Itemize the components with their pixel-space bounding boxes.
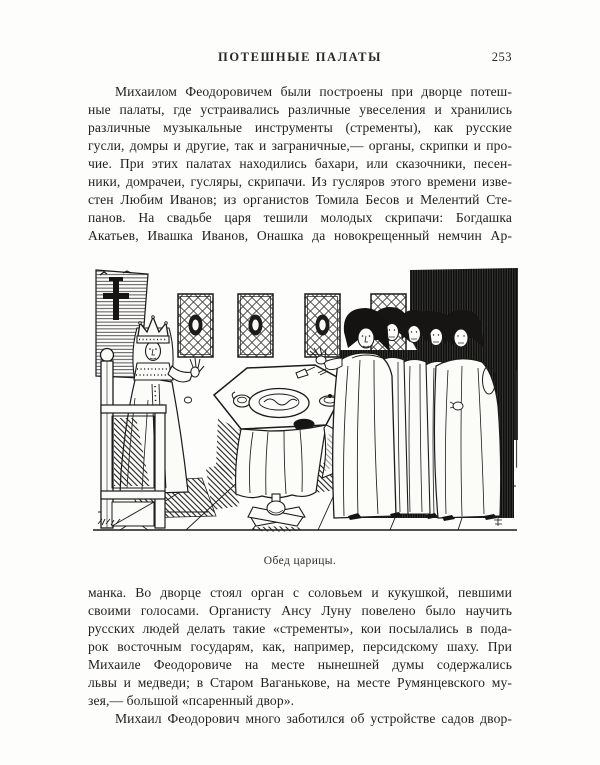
- illustration-caption: Обед царицы.: [263, 555, 337, 567]
- text-line: ные палаты, где устраивались различные увеселения и хранились: [88, 102, 512, 117]
- woodcut-engraving: [90, 266, 520, 538]
- illustration-obed-tsaritsy: [90, 266, 520, 538]
- text-line: манка. Во дворце стоял орган с соловьем и кукушкой, певшими: [88, 585, 512, 600]
- text-line: львы и медведи; в Старом Ваганькове, на месте Румянцевского му-: [88, 675, 512, 690]
- text-line: Акатьев, Ивашка Иванов, Онашка да новокрещенный немчин Ар-: [88, 228, 512, 243]
- paragraph-1: [88, 83, 512, 245]
- running-header: ПОТЕШНЫЕ ПАЛАТЫ: [218, 50, 382, 64]
- text-line: Михаилом Феодоровичем были построены при дворце потеш-: [115, 84, 512, 99]
- text-line: панов. На свадьбе царя тешили молодых скрипачи: Богдашка: [88, 210, 512, 225]
- text-line: Михаил Феодорович много заботился об устройстве садов двор-: [115, 711, 512, 726]
- text-line: ники, домрачеи, гусляры, скрипачи. Из гусляров этого времени изве-: [88, 174, 512, 189]
- text-line: чие. При этих палатах находились бахари, или сказочники, песен-: [88, 156, 512, 171]
- text-line: различные музыкальные инструменты (стременты), как русские: [88, 120, 512, 135]
- text-line: гусли, домры и другие, так и заграничные,— органы, скрипки и про-: [88, 138, 512, 153]
- text-line: зея,— большой «псаренный двор».: [88, 693, 295, 708]
- text-line: стен Любим Иванов; из органистов Томила Бесов и Мелентий Сте-: [88, 192, 512, 207]
- text-line: своими голосами. Органисту Ансу Луну повелено было научить: [88, 603, 512, 618]
- page-number: 253: [491, 50, 512, 64]
- paragraph-3: [88, 710, 512, 728]
- text-line: русских людей делать такие «стременты», кои посылались в пода-: [88, 621, 512, 636]
- text-line: рок восточным государям, как, например, персидскому шаху. При: [88, 639, 512, 654]
- text-line: Михаиле Феодоровиче на месте нынешней думы содержались: [88, 657, 512, 672]
- paragraph-2: [88, 584, 512, 710]
